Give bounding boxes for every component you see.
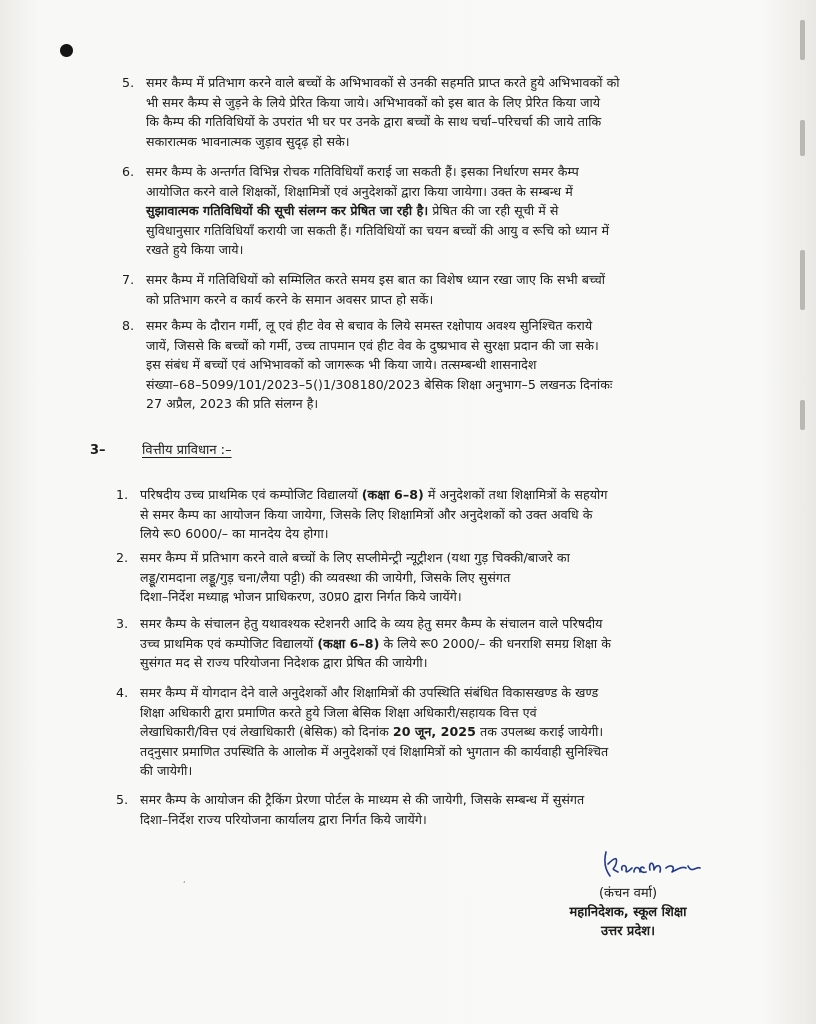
bold-text: (कक्षा 6–8) (361, 487, 424, 502)
text-line: शिक्षा अधिकारी द्वारा प्रमाणित करते हुये जिला बेसिक शिक्षा अधिकारी/सहायक वित्त एवं (140, 704, 537, 720)
text-line: रखते हुये किया जाये। (146, 242, 244, 257)
text-line: संख्या–68–5099/101/2023–5()1/308180/2023 बेसिक शिक्षा अनुभाग–5 लखनऊ दिनांकः (146, 376, 613, 392)
text-line: समर कैम्प के संचालन हेतु यथावश्यक स्टेशनरी आदि के व्यय हेतु समर कैम्प के संचालन वाले परिषदीय (140, 616, 603, 631)
item-number: 5. (122, 75, 135, 90)
item-number: 2. (116, 550, 129, 565)
text-span: लेखाधिकारी/वित्त एवं लेखाधिकारी (बेसिक) को दिनांक (140, 724, 393, 739)
stray-mark: ‘ (183, 880, 186, 889)
punch-hole (60, 44, 73, 57)
item-number: 8. (122, 318, 135, 333)
edge-mark (800, 120, 805, 156)
text-line: कि कैम्प की गतिविधियों के उपरांत भी घर पर उनके द्वारा बच्चों के साथ चर्चा–परिचर्चा की जाये ताकि (146, 114, 602, 129)
text-line: सुविधानुसार गतिविधियाँ करायी जा सकती हैं। गतिविधियों का चयन बच्चों की आयु व रूचि को ध्यान में (146, 222, 610, 238)
item-text (140, 485, 736, 544)
text-line: भी समर कैम्प से जुड़ने के लिये प्रेरित किया जाये। अभिभावकों को इस बात के लिए प्रेरित किया जाये (146, 94, 601, 110)
item-number: 7. (122, 272, 135, 287)
text-span: प्रेषित की जा रही सूची में से (428, 203, 559, 218)
signatory-block (548, 884, 708, 941)
edge-mark (800, 400, 805, 430)
item-text (146, 162, 736, 260)
item-number: 4. (116, 685, 129, 700)
text-line: दिशा–निर्देश राज्य परियोजना कार्यालय द्वारा निर्गत किये जायेंगे। (140, 811, 427, 827)
text-line: लड्डू/रामदाना लड्डू/गुड़ चना/लैया पट्टी) की व्यवस्था की जायेगी, जिसके लिए सुसंगत (140, 569, 511, 585)
signatory-name: (कंचन वर्मा) (598, 886, 658, 901)
item-number: 6. (122, 164, 135, 179)
text-line: सकारात्मक भावनात्मक जुड़ाव सुदृढ़ हो सके। (146, 133, 350, 149)
item-text (140, 683, 736, 781)
text-line: दिशा–निर्देश मध्याह्न भोजन प्राधिकरण, उ0प्र0 द्वारा निर्गत किये जायेंगे। (140, 589, 462, 604)
text-line: आयोजित करने वाले शिक्षकों, शिक्षामित्रों एवं अनुदेशकों द्वारा किया जायेगा। उक्त के सम्बन्ध में (146, 183, 573, 199)
text-line: लिये रू0 6000/– का मानदेय देय होगा। (140, 526, 329, 541)
item-text (146, 316, 736, 414)
edge-mark (800, 20, 805, 60)
item-text (140, 548, 736, 607)
signature-image (596, 846, 706, 886)
bold-text: 20 जून, 2025 (392, 724, 476, 739)
signatory-state: उत्तर प्रदेश। (600, 924, 656, 939)
text-line: तद्नुसार प्रमाणित उपस्थिति के आलोक में अनुदेशकों एवं शिक्षामित्रों को भुगतान की कार्यवाही सुनिश्चित (140, 743, 609, 759)
item-text (140, 614, 736, 673)
text-line: समर कैम्प में प्रतिभाग करने वाले बच्चों के लिए सप्लीमेन्ट्री न्यूट्रीशन (यथा गुड़ चिक्की/बाजरे का (140, 550, 570, 565)
text-span: उच्च प्राथमिक एवं कम्पोजिट विद्यालयों (140, 635, 318, 651)
text-span: परिषदीय उच्च प्राथमिक एवं कम्पोजिट विद्यालयों (140, 487, 362, 502)
text-line: 27 अप्रैल, 2023 की प्रति संलग्न है। (146, 396, 319, 411)
text-line (140, 722, 736, 742)
text-line: समर कैम्प में प्रतिभाग करने वाले बच्चों के अभिभावकों से उनकी सहमति प्राप्त करते हुये अभिभावकों को (146, 75, 620, 90)
section-number: 3– (90, 443, 106, 458)
bold-text: (कक्षा 6–8) (317, 635, 380, 651)
text-line: समर कैम्प में गतिविधियों को सम्मिलित करते समय इस बात का विशेष ध्यान रखा जाए कि सभी बच्चों (146, 272, 606, 287)
text-line (146, 201, 736, 221)
text-line: समर कैम्प में योगदान देने वाले अनुदेशकों और शिक्षामित्रों की उपस्थिति संबंधित विकासखण्ड के खण्ड (140, 685, 599, 700)
text-line: समर कैम्प के दौरान गर्मी, लू एवं हीट वेव से बचाव के लिये समस्त रक्षोपाय अवश्य सुनिश्चित कराये (146, 318, 593, 333)
item-text (140, 790, 736, 829)
item-number: 1. (116, 487, 129, 502)
text-line: को प्रतिभाग करने व कार्य करने के समान अवसर प्राप्त हो सकें। (146, 291, 434, 307)
text-line (140, 485, 736, 505)
edge-mark (800, 250, 805, 310)
text-line: जायें, जिससे कि बच्चों को गर्मी, उच्च तापमान एवं हीट वेव के दुष्प्रभाव से सुरक्षा प्रदान की जा सके। (146, 337, 599, 353)
text-line: की जायेगी। (140, 763, 193, 778)
item-text (146, 73, 736, 151)
item-number: 3. (116, 616, 129, 631)
text-line: से समर कैम्प का आयोजन किया जायेगा, जिसके लिए शिक्षामित्रों और अनुदेशकों को उक्त अवधि के (140, 506, 593, 522)
text-line: समर कैम्प के आयोजन की ट्रैकिंग प्रेरणा पोर्टल के माध्यम से की जायेगी, जिसके सम्बन्ध में सुसंगत (140, 792, 585, 807)
signatory-designation: महानिदेशक, स्कूल शिक्षा (569, 905, 687, 920)
item-text (146, 270, 736, 309)
bold-text: सुझावात्मक गतिविधियों की सूची संलग्न कर प्रेषित जा रही है। (146, 203, 429, 218)
text-span: के लिये रू0 2000/– की धनराशि समग्र शिक्षा के (379, 635, 612, 651)
section-title: वित्तीय प्राविधान :– (142, 443, 232, 458)
text-line: इस संबंध में बच्चों एवं अभिभावकों को जागरूक भी किया जाये। तत्सम्बन्धी शासनादेश (146, 357, 537, 372)
text-span: में अनुदेशकों तथा शिक्षामित्रों के सहयोग (423, 487, 608, 502)
text-span: तक उपलब्ध कराई जायेगी। (475, 724, 604, 739)
text-line: सुसंगत मद से राज्य परियोजना निदेशक द्वारा प्रेषित की जायेगी। (140, 655, 428, 670)
text-line (140, 634, 736, 654)
item-number: 5. (116, 792, 129, 807)
text-line: समर कैम्प के अन्तर्गत विभिन्न रोचक गतिविधियाँ कराई जा सकती हैं। इसका निर्धारण समर कैम्प (146, 164, 579, 179)
